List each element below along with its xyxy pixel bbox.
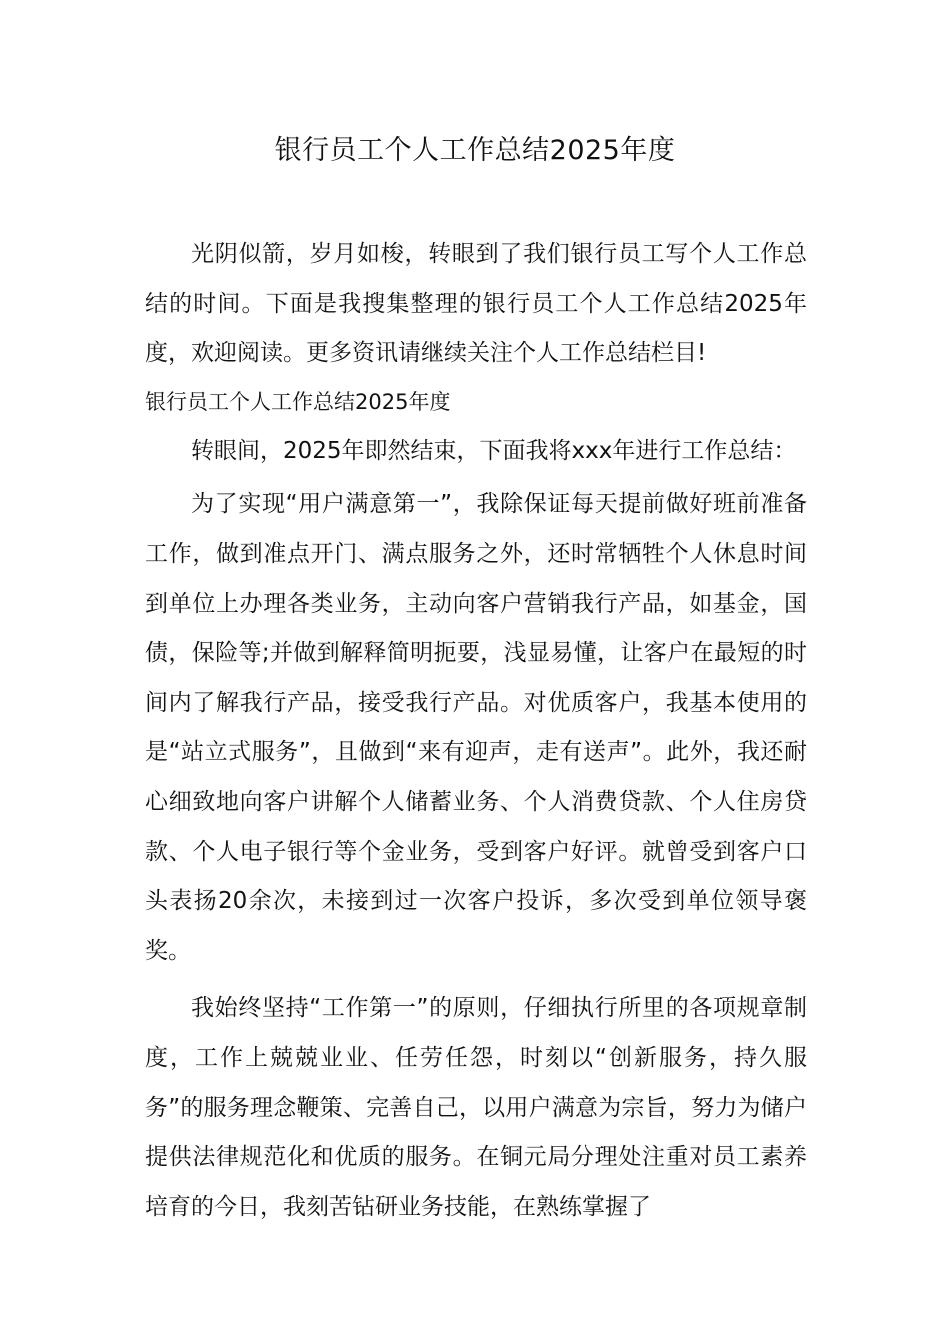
- paragraph-1: 转眼间，2025年即然结束，下面我将xxx年进行工作总结：: [191, 437, 797, 464]
- intro-paragraph: 光阴似箭，岁月如梭，转眼到了我们银行员工写个人工作总结的时间。下面是我搜集整理的银行员工个人工作总结2025年度，欢迎阅读。更多资讯请继续关注个人工作总结栏目!: [145, 241, 807, 367]
- document-body: [145, 230, 807, 1232]
- section-subtitle: 银行员工个人工作总结2025年度: [145, 389, 451, 414]
- paragraph-3: 我始终坚持“工作第一”的原则，仔细执行所里的各项规章制度，工作上兢兢业业、任劳任怨，时刻以“创新服务，持久服务”的服务理念鞭策、完善自己，以用户满意为宗旨，努力为储户提供法律规范化和优质的服务。在铜元局分理处注重对员工素养培育的今日，我刻苦钻研业务技能，在熟练掌握了: [145, 995, 807, 1220]
- paragraph-2: 为了实现“用户满意第一”，我除保证每天提前做好班前准备工作，做到准点开门、满点服务之外，还时常牺牲个人休息时间到单位上办理各类业务，主动向客户营销我行产品，如基金，国债，保险等;并做到解释简明扼要，浅显易懂，让客户在最短的时间内了解我行产品，接受我行产品。对优质客户，我基本使用的是“站立式服务”，且做到“来有迎声，走有送声”。此外，我还耐心细致地向客户讲解个人储蓄业务、个人消费贷款、个人住房贷款、个人电子银行等个金业务，受到客户好评。就曾受到客户口头表扬20余次，未接到过一次客户投诉，多次受到单位领导褒奖。: [145, 491, 807, 964]
- document-title: 银行员工个人工作总结2025年度: [274, 135, 676, 166]
